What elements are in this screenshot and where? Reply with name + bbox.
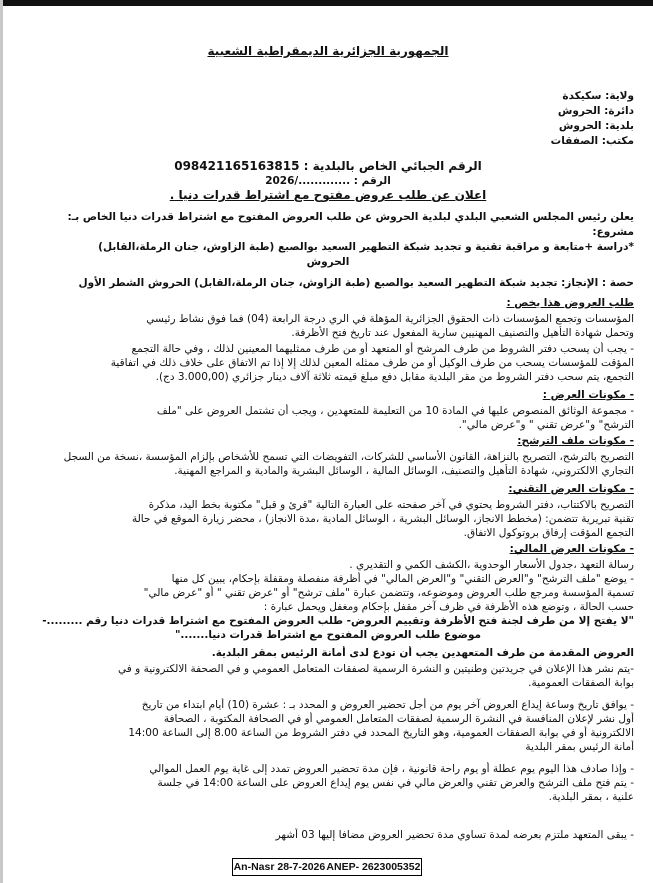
publication-line-2: بوابة الصفقات العمومية. [528,677,634,689]
financial-line-4: حسب الحالة ، وتوضع هذه الأظرفة في ظرف آخر مقفل بإحكام ومغفل ويحمل عبارة : [263,601,634,613]
opening-line-1: - يتم فتح ملف الترشح والعرض تقني والعرض مالي في نفس يوم إيداع العروض على الساعة 14:00 في جلسة [157,777,634,789]
technical-line-2: تقنية تبريرية تتضمن: (مخطط الانجاز، الوسائل البشرية ، الوسائل المادية ،مدة الانجاز) ، محضر زيارة الموقع في حالة [131,513,634,525]
deadline-line-4: أمانة الرئيس بمقر البلدية [525,741,634,753]
lot-line: حصة : الإنجاز: تجديد شبكة التطهير السعيد بوالصبع (طبة الزاوش، جنان الرملة،القابل) الحروش الشطر الأول [78,277,634,289]
financial-line-6: موضوع طلب العروض المفتوح مع اشتراط قدرات دنيا......." [174,629,482,641]
technical-line-1: التصريح بالاكتتاب، دفتر الشروط يحتوي في آخر صفحته على العبارة التالية "قرئ و قبل" مكتوبة بخط اليد، مذكرة [148,499,634,511]
project-line-1: *دراسة +متابعة و مراقبة تقنية و تجديد شبكة التطهير السعيد بوالصبع (طبة الزاوش، جنان الرملة،القابل) [98,241,634,253]
deadline-line-3: الالكترونية أو في بوابة الصفقات العمومية، وهو التاريخ المحدد في دفتر الشروط من الساعة 8.00 إلى الساعة 14:00 [128,727,634,739]
project-label: مشروع: [592,226,634,238]
section-financial-title: - مكونات العرض المالي: [509,543,634,555]
section-offer-components-title: - مكونات العرض : [542,389,634,401]
deadline-line-1: - يوافق تاريخ وساعة إيداع العروض آخر يوم من أجل تحضير العروض و المحدد بـ : عشرة (10) أيام ابتداء من تاريخ [141,699,634,711]
publication-line-1: -يتم نشر هذا الإعلان في جريدتين وطنيتين و النشرة الرسمية لصفقات المتعامل العمومي و في الصحفة الالكترونية و في [118,663,634,675]
newspaper-date: An-Nasr 28-7-2026 [233,861,326,873]
eligibility-line-3: - يجب أن يسحب دفتر الشروط من طرف المرشح أو المتعهد أو من طرف ممثليهما المعينين لذلك ، وفي حالة التجمع [131,343,634,355]
wilaya-line: ولاية: سكيكدة [562,90,634,102]
office-line: مكتب: الصفقات [550,135,634,147]
project-line-2: الحروش [306,256,350,268]
financial-line-3: تسمية المؤسسة ومرجع طلب العروض وموضوعه، وتتضمن عبارة "ملف ترشح" أو "عرض تقني " أو "عرض مالي" [143,587,634,599]
candidacy-line-1: التصريح بالترشح، التصريح بالنزاهة، القانون الأساسي للشركات، التفويضات التي تسمح للأشخاص بإلزام المؤسسة ،نسخة من السجل [63,451,634,463]
reference-number: الرقم : ............./2026 [265,175,391,187]
intro-paragraph: يعلن رئيس المجلس الشعبي البلدي لبلدية الحروش عن طلب العروض المفتوح مع اشتراط قدرات دنيا الخاص بـ: [67,211,634,223]
section-eligibility-title: طلب العروض هذا يخص : [506,297,634,309]
validity-line: - يبقى المتعهد ملتزم بعرضه لمدة تساوي مدة تحضير العروض مضافا إليها 03 أشهر [275,829,634,841]
holiday-line: - وإذا صادف هذا اليوم يوم عطلة أو يوم راحة قانونية ، فإن مدة تحضير العروض تمدد إلى غاية يوم العمل الموالي [149,763,634,775]
top-edge-bar [0,0,653,6]
section-candidacy-title: - مكونات ملف الترشح: [517,435,634,447]
offer-components-line-2: الترشح" و"عرض تقني " و"عرض مالي". [458,419,634,431]
financial-line-1: رسالة التعهد ،جدول الأسعار الوحدوية ،الكشف الكمي و التقديري . [349,559,634,571]
left-scan-edge [0,0,3,883]
candidacy-line-2: التجاري الالكتروني، شهادة التأهيل والتصنيف، الوسائل المالية ، الوسائل البشرية والمادية و المراجع المهنية. [174,465,634,477]
deadline-line-2: أول نشر لإعلان المنافسة في النشرة الرسمية لصفقات المتعامل العمومي أو في الصحافة المكتوبة ، الصحافة [163,713,634,725]
technical-line-3: التجمع المؤقت إرفاق بروتوكول الاتفاق. [463,527,634,539]
eligibility-line-4: المؤقت للمؤسسات يسحب من طرف الوكيل أو من طرف ممثله المعين لذلك إلا إذا تم الاتفاق على خلاف ذلك في اتفاقية [110,357,634,369]
eligibility-line-2: وتحمل شهادة التأهيل والتصنيف المهنيين سارية المفعول عند تاريخ فتح الأظرفة. [291,327,634,339]
deposit-line-1: العروض المقدمة من طرف المتعهدين يجب أن تودع لدى أمانة الرئيس بمقر البلدية. [211,647,634,659]
offer-components-line-1: - مجموعة الوثائق المنصوص عليها في المادة 10 من التعليمة للمتعهدين ، ويجب أن تشتمل العروض على "ملف [156,405,634,417]
announcement-title: اعلان عن طلب عروض مفتوح مع اشتراط قدرات دنيا . [169,188,487,202]
country-title: الجمهورية الجزائرية الديمقراطية الشعبية [207,44,449,58]
announcement-document [16,14,644,860]
commune-line: بلدية: الحروش [558,120,634,132]
tax-number: الرقم الجبائي الخاص بالبلدية : 098421165163815 [174,159,482,173]
section-technical-title: - مكونات العرض التقني: [508,483,634,495]
anep-number: ANEP- 2623005352 [326,861,421,873]
eligibility-line-1: المؤسسات وتجمع المؤسسات ذات الحقوق الجزائرية المؤهلة في الري درجة الرابعة (04) فما فوق نشاط رئيسي [146,313,634,325]
opening-line-2: علنية ، بمقر البلدية. [548,791,634,803]
eligibility-line-5: التجمع، يتم سحب دفتر الشروط من مقر البلدية مقابل دفع مبلغ قيمته ثلاثة آلاف دينار جزائري (3.000,00 دج). [155,371,634,383]
publication-footer [232,858,422,876]
financial-line-5: "لا يفتح إلا من طرف لجنة فتح الأظرفة وتقييم العروض- طلب العروض المفتوح مع اشتراط قدرات دنيا رقم .........- [42,615,634,627]
financial-line-2: - يوضع "ملف الترشح" و"العرض التقني" و"العرض المالي" في أظرفة منفصلة ومقفلة بإحكام، يبين كل منها [171,573,634,585]
daira-line: دائرة: الحروش [557,105,634,117]
